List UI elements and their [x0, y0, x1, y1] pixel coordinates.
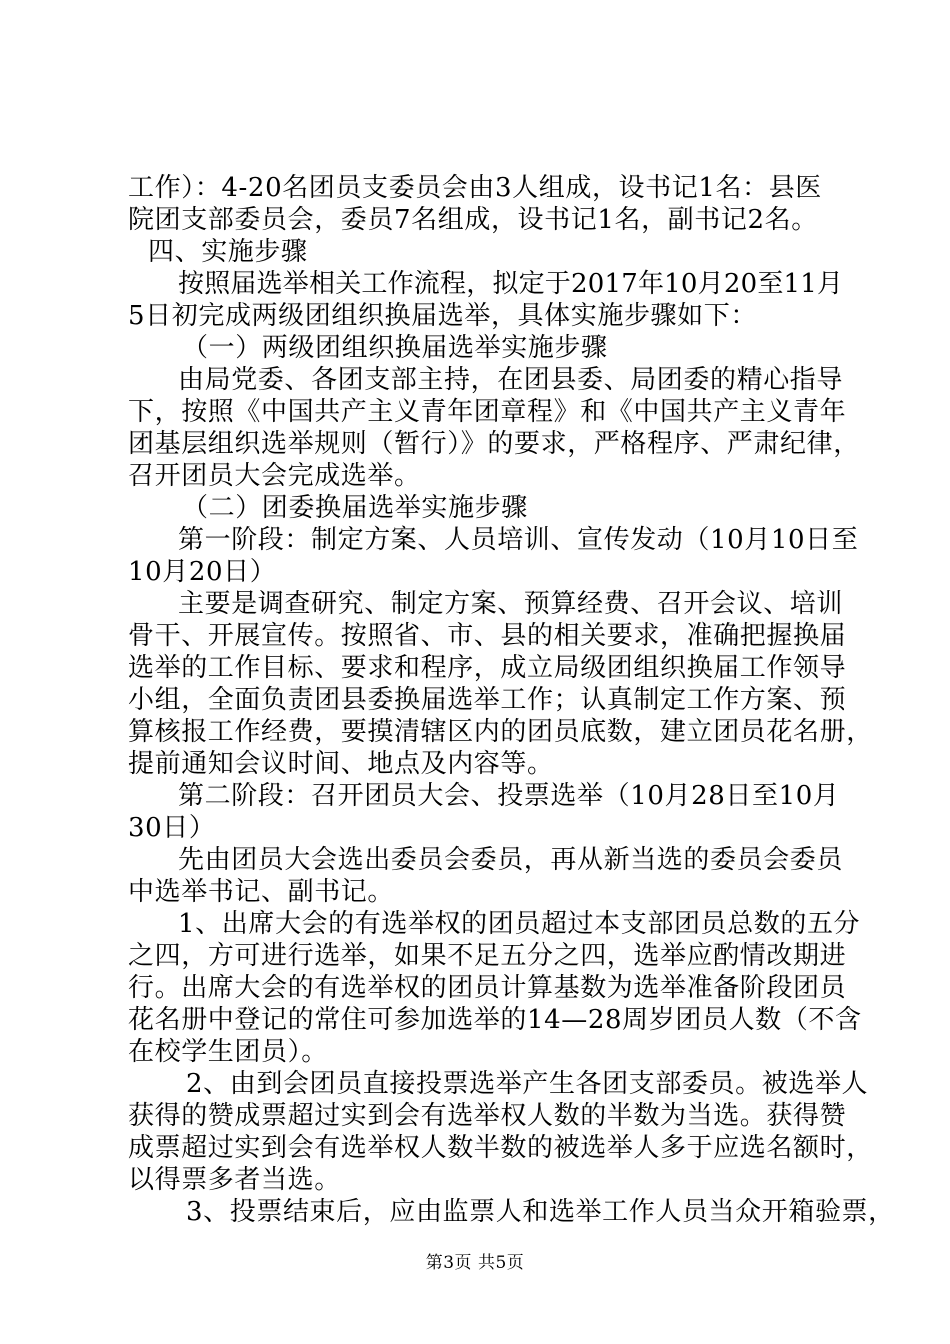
- text-line: 在校学生团员）。: [128, 1037, 328, 1067]
- text-line: 中选举书记、副书记。: [128, 877, 395, 907]
- text-line: 30日）: [128, 813, 216, 843]
- text-line: 院团支部委员会，委员7名组成，设书记1名，副书记2名。: [128, 205, 818, 235]
- text-line: 花名册中登记的常住可参加选举的14—28周岁团员人数（不含: [128, 1005, 862, 1035]
- text-line: 小组，全面负责团县委换届选举工作；认真制定工作方案、预: [128, 685, 847, 715]
- text-line: 下，按照《中国共产主义青年团章程》和《中国共产主义青年: [128, 397, 847, 427]
- text-line: 第一阶段：制定方案、人员培训、宣传发动（10月10日至: [178, 525, 859, 555]
- section-heading: 四、实施步骤: [148, 237, 308, 267]
- text-line: 提前通知会议时间、地点及内容等。: [128, 749, 554, 779]
- list-item-text: 1、出席大会的有选举权的团员超过本支部团员总数的五分: [178, 909, 861, 939]
- text-line: 团基层组织选举规则（暂行）》的要求，严格程序、严肃纪律，: [128, 429, 860, 459]
- text-line: 之四，方可进行选举，如果不足五分之四，选举应酌情改期进: [128, 941, 847, 971]
- text-line: 5日初完成两级团组织换届选举，具体实施步骤如下：: [128, 301, 757, 331]
- text-line: 获得的赞成票超过实到会有选举权人数的半数为当选。获得赞: [128, 1101, 847, 1131]
- page-number: 第3页 共5页: [425, 1253, 525, 1273]
- list-item-text: 2、由到会团员直接投票选举产生各团支部委员。被选举人: [186, 1069, 869, 1099]
- text-line: 选举的工作目标、要求和程序，成立局级团组织换届工作领导: [128, 653, 847, 683]
- text-line: 成票超过实到会有选举权人数半数的被选举人多于应选名额时，: [128, 1133, 873, 1163]
- text-line: 10月20日）: [128, 557, 277, 587]
- text-line: 以得票多者当选。: [128, 1165, 341, 1195]
- text-line: 由局党委、各团支部主持，在团县委、局团委的精心指导: [178, 365, 844, 395]
- text-line: 第二阶段：召开团员大会、投票选举（10月28日至10月: [178, 781, 840, 811]
- text-line: 行。出席大会的有选举权的团员计算基数为选举准备阶段团员: [128, 973, 847, 1003]
- text-line: 算核报工作经费，要摸清辖区内的团员底数，建立团员花名册，: [128, 717, 873, 747]
- text-line: 召开团员大会完成选举。: [128, 461, 421, 491]
- text-line: 按照届选举相关工作流程，拟定于2017年10月20至11月: [178, 269, 844, 299]
- text-line: 主要是调查研究、制定方案、预算经费、召开会议、培训: [178, 589, 844, 619]
- subsection-heading: （一）两级团组织换届选举实施步骤: [182, 333, 608, 363]
- list-item-text: 3、投票结束后，应由监票人和选举工作人员当众开箱验票，: [186, 1197, 895, 1227]
- subsection-heading: （二）团委换届选举实施步骤: [182, 493, 528, 523]
- text-line: 骨干、开展宣传。按照省、市、县的相关要求，准确把握换届: [128, 621, 847, 651]
- text-line: 工作）：4-20名团员支委员会由3人组成，设书记1名：县医: [128, 173, 822, 203]
- text-line: 先由团员大会选出委员会委员，再从新当选的委员会委员: [178, 845, 844, 875]
- document-body: [128, 172, 895, 1228]
